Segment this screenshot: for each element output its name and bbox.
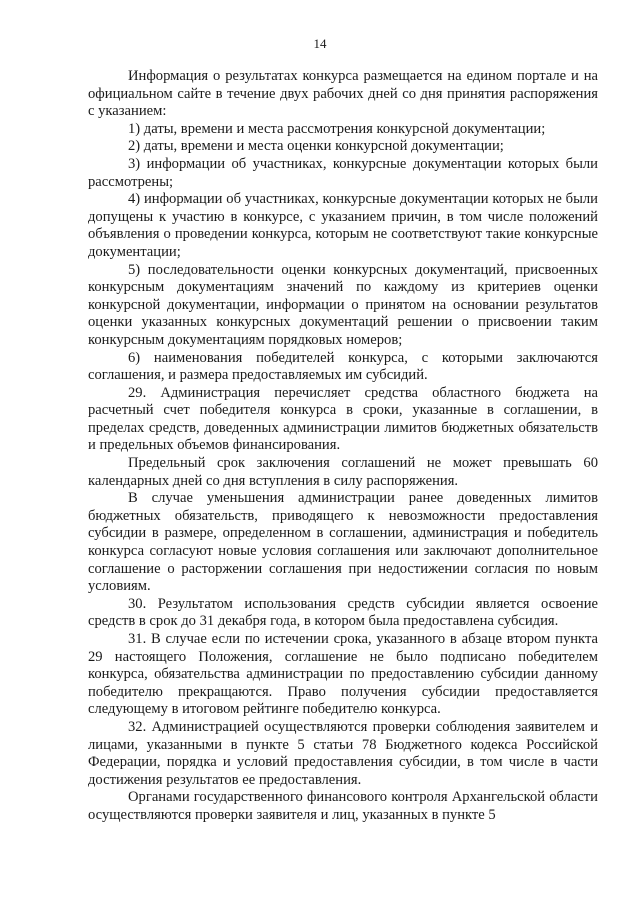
paragraph-31: 31. В случае если по истечении срока, указанного в абзаце втором пункта 29 настоящего Положения, соглашение не было подписано победителем конкурса, обязательства администрации по предоставлению субсидии данному победителю прекращаются. Право получения субсидии предоставляется следующему в итоговом рейтинге победителю конкурса. <box>88 631 598 718</box>
paragraph-control: Органами государственного финансового контроля Архангельской области осуществляются проверки заявителя и лиц, указанных в пункте 5 <box>88 789 598 823</box>
list-item-2: 2) даты, времени и места оценки конкурсной документации; <box>128 138 504 155</box>
page-number: 14 <box>313 36 327 51</box>
paragraph-limits: В случае уменьшения администрации ранее доведенных лимитов бюджетных обязательств, приводящего к невозможности предоставления субсидии в размере, определенном в соглашении, администрация и победитель конкурса согласуют новые условия соглашения или заключают дополнительное соглашение о расторжении соглашения при недостижении согласия по новым условиям. <box>88 490 598 595</box>
paragraph-deadline: Предельный срок заключения соглашений не может превышать 60 календарных дней со дня вступления в силу распоряжения. <box>88 455 598 489</box>
list-item-1: 1) даты, времени и места рассмотрения конкурсной документации; <box>128 120 546 137</box>
document-body <box>88 68 598 825</box>
paragraph-30: 30. Результатом использования средств субсидии является освоение средств в срок до 31 декабря года, в котором была предоставлена субсидия. <box>88 595 598 630</box>
list-item-4: 4) информации об участниках, конкурсные документации которых не были допущены к участию в конкурсе, с указанием причин, в том числе положений объявления о проведении конкурса, которым не соответствуют такие конкурсные документации; <box>88 191 598 260</box>
paragraph-intro: Информация о результатах конкурса размещается на едином портале и на официальном сайте в течение двух рабочих дней со дня принятия распоряжения с указанием: <box>88 68 598 120</box>
list-item-3: 3) информации об участниках, конкурсные документации которых были рассмотрены; <box>88 155 598 190</box>
paragraph-29: 29. Администрация перечисляет средства областного бюджета на расчетный счет победителя конкурса в сроки, указанные в соглашении, в пределах средств, доведенных администрации лимитов бюджетных обязательств и предельных объемов финансирования. <box>88 384 598 454</box>
list-item-5: 5) последовательности оценки конкурсных документаций, присвоенных конкурсным документациям значений по каждому из критериев оценки конкурсной документации, информации о принятом на основании результатов оценки указанных конкурсных документаций решении о присвоении таким конкурсным документациям порядковых номеров; <box>88 261 598 348</box>
list-item-6: 6) наименования победителей конкурса, с которыми заключаются соглашения, и размера предоставляемых им субсидий. <box>88 349 598 384</box>
paragraph-32: 32. Администрацией осуществляются проверки соблюдения заявителем и лицами, указанными в пункте 5 статьи 78 Бюджетного кодекса Российской Федерации, порядка и условий предоставления субсидии, в том числе в части достижения результатов ее предоставления. <box>88 718 598 788</box>
